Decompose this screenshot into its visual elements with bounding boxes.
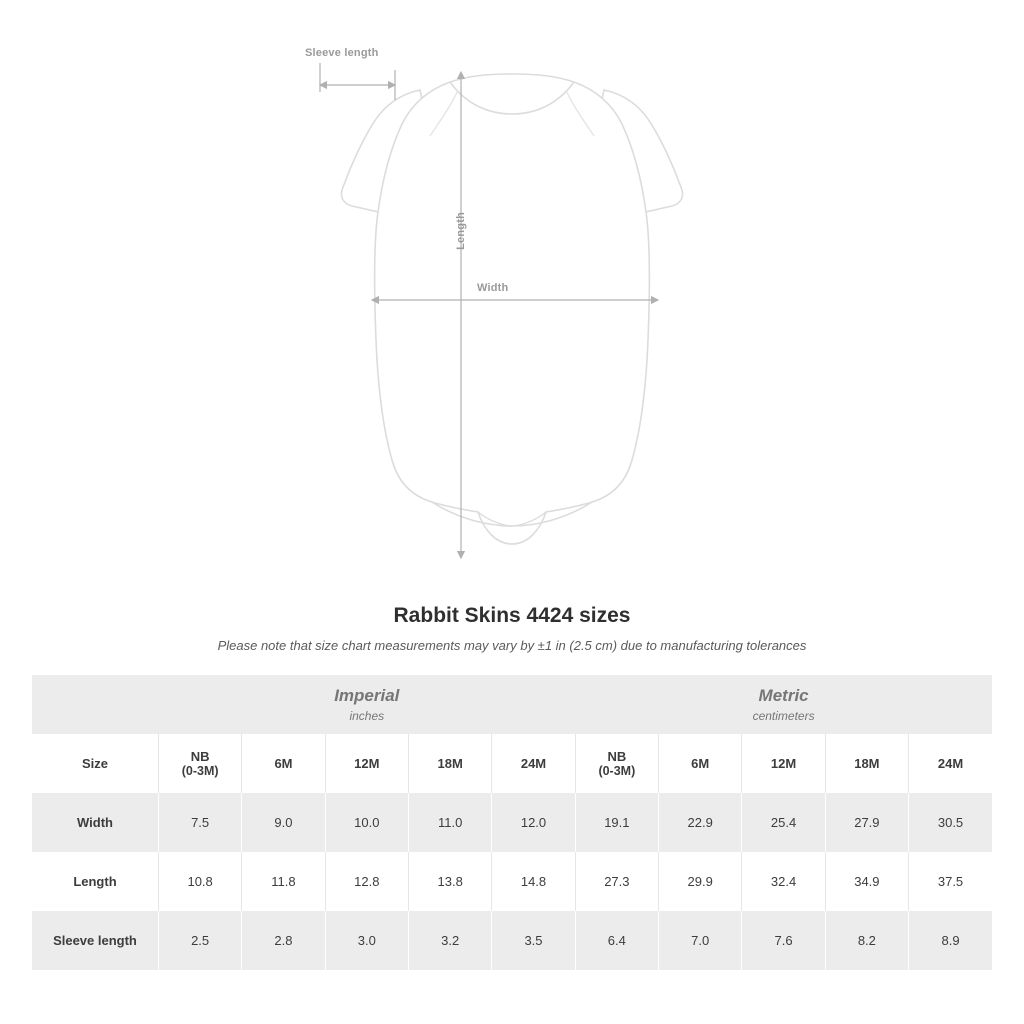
size-chart-table-wrap — [32, 675, 992, 970]
unit-metric-sub: centimeters — [752, 709, 815, 724]
table-row — [32, 852, 992, 911]
header-col-9 — [909, 734, 992, 793]
cell-width-5: 19.1 — [575, 793, 658, 852]
cell-length-5: 27.3 — [575, 852, 658, 911]
header-col-6 — [659, 734, 742, 793]
header-col-7-label: 12M — [770, 756, 797, 771]
header-col-1-label: 6M — [274, 756, 293, 771]
cell-length-1: 11.8 — [242, 852, 325, 911]
header-col-2-label: 12M — [354, 756, 380, 771]
header-col-4-label: 24M — [520, 756, 547, 771]
cell-width-0: 7.5 — [158, 793, 241, 852]
cell-length-0: 10.8 — [158, 852, 241, 911]
header-col-5-sub: (0-3M) — [598, 764, 636, 778]
cell-length-2: 12.8 — [325, 852, 408, 911]
table-row — [32, 793, 992, 852]
header-col-0-label: NB — [190, 749, 210, 764]
header-col-5-label: NB — [607, 749, 627, 764]
cell-width-2: 10.0 — [325, 793, 408, 852]
cell-sleeve-9: 8.9 — [909, 911, 992, 970]
cell-sleeve-6: 7.0 — [659, 911, 742, 970]
header-col-8-label: 18M — [854, 756, 880, 771]
cell-length-9: 37.5 — [909, 852, 992, 911]
cell-sleeve-3: 3.2 — [408, 911, 491, 970]
label-sleeve-length: Sleeve length — [305, 47, 379, 59]
cell-width-1: 9.0 — [242, 793, 325, 852]
size-chart-table — [32, 675, 992, 970]
cell-sleeve-7: 7.6 — [742, 911, 825, 970]
page-title: Rabbit Skins 4424 sizes — [393, 604, 631, 627]
size-header-row — [32, 734, 992, 793]
header-col-6-label: 6M — [691, 756, 710, 771]
unit-blank-cell — [32, 675, 158, 734]
header-size: Size — [32, 734, 158, 793]
cell-sleeve-1: 2.8 — [242, 911, 325, 970]
cell-width-7: 25.4 — [742, 793, 825, 852]
row-label-width: Width — [32, 793, 158, 852]
unit-imperial-sub: inches — [349, 709, 385, 724]
header-col-9-label: 24M — [937, 756, 964, 771]
cell-width-8: 27.9 — [825, 793, 908, 852]
unit-header-row — [32, 675, 992, 734]
unit-imperial — [158, 675, 575, 734]
table-row — [32, 911, 992, 970]
cell-length-8: 34.9 — [825, 852, 908, 911]
unit-metric-name: Metric — [758, 685, 809, 705]
title-block — [0, 604, 1024, 653]
garment-image — [300, 60, 724, 560]
header-col-2 — [325, 734, 408, 793]
header-col-4 — [492, 734, 575, 793]
row-label-sleeve-length: Sleeve length — [32, 911, 158, 970]
cell-length-3: 13.8 — [408, 852, 491, 911]
cell-width-9: 30.5 — [909, 793, 992, 852]
cell-sleeve-2: 3.0 — [325, 911, 408, 970]
unit-imperial-name: Imperial — [334, 685, 400, 705]
header-col-3-label: 18M — [437, 756, 463, 771]
cell-width-4: 12.0 — [492, 793, 575, 852]
unit-metric — [575, 675, 992, 734]
cell-width-6: 22.9 — [659, 793, 742, 852]
cell-sleeve-0: 2.5 — [158, 911, 241, 970]
cell-sleeve-4: 3.5 — [492, 911, 575, 970]
header-col-8 — [825, 734, 908, 793]
row-label-length: Length — [32, 852, 158, 911]
cell-sleeve-5: 6.4 — [575, 911, 658, 970]
cell-length-7: 32.4 — [742, 852, 825, 911]
header-col-7 — [742, 734, 825, 793]
header-col-0 — [158, 734, 241, 793]
cell-sleeve-8: 8.2 — [825, 911, 908, 970]
label-width: Width — [477, 282, 509, 294]
cell-width-3: 11.0 — [408, 793, 491, 852]
header-col-1 — [242, 734, 325, 793]
label-length: Length — [455, 212, 467, 250]
bodysuit-icon — [300, 60, 724, 560]
cell-length-4: 14.8 — [492, 852, 575, 911]
tolerance-note: Please note that size chart measurements may vary by ±1 in (2.5 cm) due to manufacturing tolerances — [217, 638, 807, 653]
header-col-0-sub: (0-3M) — [181, 764, 219, 778]
cell-length-6: 29.9 — [659, 852, 742, 911]
header-col-5 — [575, 734, 658, 793]
header-col-3 — [408, 734, 491, 793]
